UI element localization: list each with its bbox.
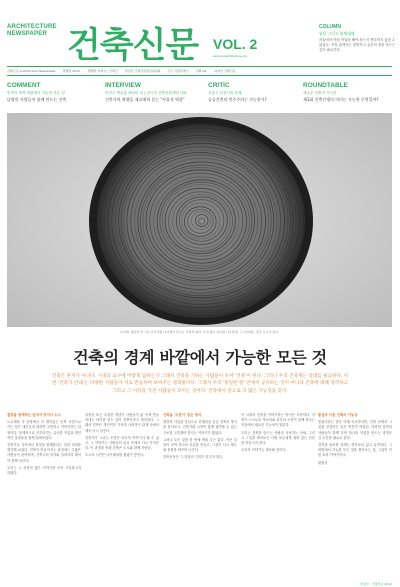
section-text: 다양한 사람들이 함께 만드는 건축 xyxy=(7,97,67,102)
column-subhead: 결정을 함께하는 일에서 벗어나 소소 xyxy=(7,413,61,417)
paragraph: 도시계획 속 건축에서 더 재미있는 건축 사업으로 가는 일은 대부분에 대하여 고민하고 이야기하는 과정이다. 통계적으로 이루어지는 유사한 작업과 개인적인 결과물을 함께 살펴보았다. xyxy=(7,420,81,440)
article-column xyxy=(318,413,392,468)
section-heading: INTERVIEW xyxy=(105,82,141,89)
column-subtitle: 월담 그리고 윗세대에 xyxy=(319,31,355,36)
paragraph: 우리의 이야기는 계속될 것이다. xyxy=(241,448,287,453)
arch-line-2: NEWSPAPER xyxy=(7,31,48,37)
column-subhead: 통섭과 다른 건축의 가능성 xyxy=(318,413,358,417)
info-item: 발행처 미메시스건축인 xyxy=(87,69,118,73)
masthead xyxy=(7,22,396,66)
section-text: 제1회 건축인생의 의미는 가능한 무엇일까? xyxy=(303,97,379,102)
article-column xyxy=(7,413,81,478)
newspaper-title: 건축신문 xyxy=(67,26,199,66)
lede-paragraph: 건축은 혼자가 아니다. 시대의 요구에 어떻게 답하는가 그래서 건축을 기하는 사람들이 모여 '건축'이 된다. 그러니 우리 건축계는 상대를 필요하다. 이번 '건축가 안내'는 다양한 사람들이 서로 반응하여 보여주는 결과물이다. 그래서 우리 '통일된 딸' 안에서 공유하는 것이 아니라 건축에 대해 생각하고 그리고 그 이유를 가진 사람들이 모이는 것이다. 건축에서 앞으로 더 많은 가능성을 찾자. xyxy=(51,374,349,394)
info-item: 주소 서울특별시 xyxy=(167,69,189,73)
main-headline: 건축의 경계 바깥에서 가능한 모든 것 xyxy=(73,348,327,367)
photo-caption: 나이테. 평탄한 한 그루 나무처럼 나이테가 만드는 건축적 의미. 우리 삶이 하나의 나무라면, 그 나이테는 결국 도시가 된다. xyxy=(119,330,280,334)
section-index xyxy=(7,82,392,108)
paragraph: 도시의 시간은 나이테처럼 겹겹이 쌓인다. xyxy=(85,453,145,458)
paragraph: 건축신문은 그 과정의 기록이 되고자 한다. xyxy=(163,455,224,460)
website-url: www.ymparchitecture.org xyxy=(213,54,247,58)
arch-line-1: ARCHITECTURE xyxy=(7,24,57,30)
paragraph: 건축가들 사이에서 결정을 함께한다는 것의 의미를 생각해 보았다. 건축이 만들어지는 과정에는 수많은 사람들이 관여하며, 건축주의 의지와 설계자의 해석이 함께 섞인다. xyxy=(7,443,81,463)
volume-label: VOL. 2 xyxy=(213,36,258,52)
column-heading: COLUMN xyxy=(319,24,341,30)
paragraph: 편집부 xyxy=(318,460,328,465)
paragraph: 통섭이라는 말은 이제 익숙하지만, 건축 안에서 그것을 실천하는 일은 여전히 어렵다. 다양한 분야의 사람들이 함께 모여 하나의 작업을 만드는 과정은 긴 시간을 필요로 한다. xyxy=(318,420,392,440)
info-item: 편집인 건축신문편집위원회 xyxy=(124,69,161,73)
section-sub: 민족이 정직 비판에서 가능한 모든 것 xyxy=(7,91,65,95)
section-comment xyxy=(7,82,99,103)
article-columns xyxy=(7,413,392,578)
column-subhead: 건축을 '오롯이' 읽는 방식 xyxy=(163,413,202,417)
paragraph: 건축가가 그리는 도면은 하나의 이야기가 될 수 있고, 그 이야기는 사람들의 일상 속에서 다시 이어진다. 이 과정을 통해 건축은 도시와 함께 자란다. xyxy=(85,435,159,451)
footnote: 편집부 · 건축신문 2012 xyxy=(360,582,392,586)
paragraph: 이 시대의 건축을 이야기하는 방식은 다양하다. 건축가 스스로의 목소리와 외부의 시선이 함께 만나는 지점에서 새로운 가능성이 열린다. xyxy=(241,413,315,428)
tree-ring-illustration xyxy=(7,113,392,327)
section-text: 공공건축의 민주주의는 가능한가? xyxy=(208,97,267,102)
info-item: 디자인 건축신문 xyxy=(214,69,236,73)
paragraph: 우리는 건축을 만드는 사람과 사용하는 사람, 그리고 그것을 바라보는 사람 모두에게 열려 있는 신문을 만들고자 한다. xyxy=(241,430,315,446)
article-column xyxy=(163,413,237,463)
paragraph: 건축을 둘러싼 경계는 생각보다 넓고 유연하다. 그 바깥에서 가능한 모든 것을 찾아보는 것, 그것이 이번 호의 이야기이다. xyxy=(318,443,392,458)
publication-info-bar xyxy=(7,66,392,76)
section-roundtable xyxy=(303,82,395,103)
paragraph: 그러나 모든 것을 한 번에 바꿀 수는 없다. 작은 실천이 모여 하나의 흐름을 만들고, 그것이 다시 제도와 문화를 바꾸어 나간다. xyxy=(163,437,237,453)
section-heading: COMMENT xyxy=(7,82,41,89)
section-sub: 서울시 신청사의 문제 xyxy=(208,91,242,95)
tree-ring-photo xyxy=(7,113,392,327)
info-item: 건축신문 Architecture Newspaper xyxy=(7,69,56,73)
info-item: 발행일 2012. xyxy=(62,69,81,73)
section-heading: CRITIC xyxy=(208,82,230,89)
paragraph: 우리는 그 과정의 많은 이야기를 모아 기록하고자 하였다. xyxy=(7,465,81,476)
section-text: 건축가의 역량을 재료에게 묻는 "사물적 역할" xyxy=(105,97,185,102)
section-sub: 이진구 박치홍 레선파 외 | 한국이 건축문화재단 대표 xyxy=(105,91,188,95)
paragraph: 낱말들 또는 특정한 개념이 사람들이 삶 속에 만들어내는 의미를 담는 것이 건축이라고 생각한다. 그래서 건축은 개인적인 기억과 사회적인 관계 속에서 계속 다시 읽힌다. xyxy=(85,413,159,433)
section-interview xyxy=(105,82,197,103)
article-column xyxy=(85,413,159,461)
article-column xyxy=(241,413,315,455)
section-sub: 새로운 건축가 가득한 xyxy=(303,91,337,95)
architecture-newspaper-label xyxy=(7,24,57,38)
info-item: 전화 02- xyxy=(195,69,208,73)
paragraph: 행정적 사업을 중심으로 진행되던 공공 건축의 방식을 돌아보고, 건축가와 시민이 함께 참여할 수 있는 구조를 고민해야 한다는 이야기가 많았다. xyxy=(163,420,237,435)
column-text: 서울에서 어떤 작업을 해야 하는지 생각하지 않을 수 없었다. 건축 관계자는 참여하고 공론의 장을 만드는 것이 필요하다. xyxy=(319,38,396,52)
section-critic xyxy=(208,82,300,103)
column-box xyxy=(319,24,397,53)
section-heading: ROUNDTABLE xyxy=(303,82,349,89)
